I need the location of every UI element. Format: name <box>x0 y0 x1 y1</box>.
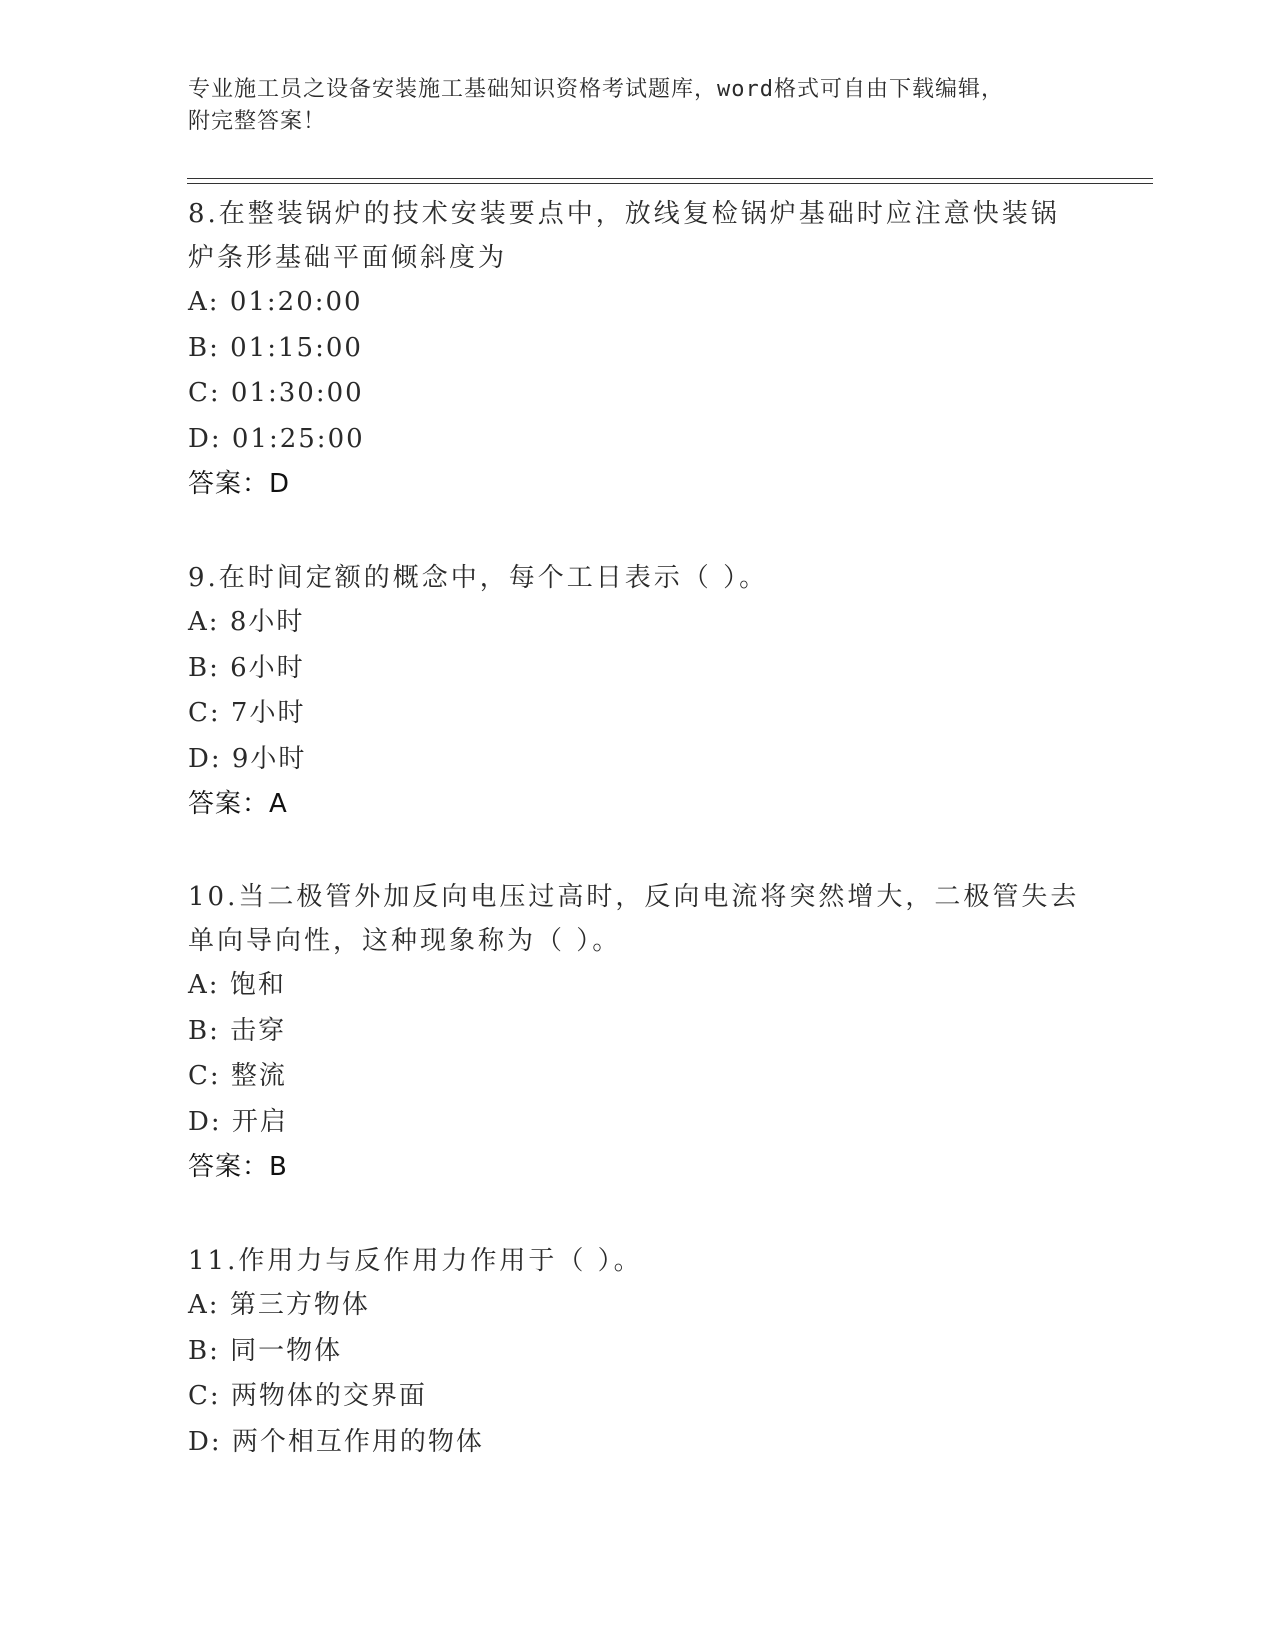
option-d <box>188 1100 1088 1146</box>
option-text: 7小时 <box>230 698 306 728</box>
option-d <box>188 417 1088 463</box>
document-header <box>188 74 1068 138</box>
question-11 <box>188 1236 1088 1465</box>
header-divider-bottom <box>187 183 1153 184</box>
option-text: 整流 <box>230 1061 287 1091</box>
option-c <box>188 691 1088 737</box>
option-text: 01:25:00 <box>231 423 365 454</box>
question-stem <box>188 189 1088 280</box>
option-a <box>188 600 1088 646</box>
option-letter: A: <box>188 287 220 317</box>
option-a <box>188 963 1088 1009</box>
option-letter: B: <box>188 332 220 363</box>
option-text: 9小时 <box>231 743 307 774</box>
option-letter: A: <box>188 1290 220 1320</box>
question-stem-line-1: 11.作用力与反作用力作用于（ ）。 <box>188 1246 643 1276</box>
option-letter: A: <box>188 607 220 637</box>
answer-label: 答案：D <box>188 469 291 499</box>
option-text: 8小时 <box>229 607 305 637</box>
option-letter: B: <box>188 652 220 683</box>
option-text: 第三方物体 <box>229 1290 370 1320</box>
option-text: 击穿 <box>230 1015 287 1046</box>
question-8 <box>188 189 1088 506</box>
option-d <box>188 737 1088 783</box>
option-letter: D: <box>188 423 222 454</box>
option-text: 两物体的交界面 <box>230 1381 427 1411</box>
question-stem <box>188 1236 1088 1283</box>
option-b <box>188 1009 1088 1055</box>
header-line-2: 附完整答案！ <box>188 109 327 134</box>
option-text: 同一物体 <box>230 1335 343 1366</box>
option-text: 开启 <box>231 1106 288 1137</box>
option-b <box>188 1329 1088 1375</box>
option-letter: C: <box>188 1061 221 1091</box>
option-d <box>188 1420 1088 1466</box>
option-c <box>188 1054 1088 1100</box>
question-stem <box>188 872 1088 963</box>
question-stem-line-2: 炉条形基础平面倾斜度为 <box>188 243 508 273</box>
question-9 <box>188 553 1088 826</box>
question-10 <box>188 872 1088 1189</box>
question-stem-line-1: 10.当二极管外加反向电压过高时，反向电流将突然增大，二极管失去 <box>188 882 1080 912</box>
option-text: 01:15:00 <box>230 332 363 363</box>
option-b <box>188 326 1088 372</box>
question-stem-line-1: 8.在整装锅炉的技术安装要点中，放线复检锅炉基础时应注意快装锅 <box>188 199 1060 229</box>
option-a <box>188 1283 1088 1329</box>
option-text: 两个相互作用的物体 <box>231 1426 484 1457</box>
option-letter: A: <box>188 970 220 1000</box>
option-letter: C: <box>188 378 221 408</box>
option-letter: D: <box>188 1106 222 1137</box>
option-letter: D: <box>188 1426 222 1457</box>
option-letter: B: <box>188 1015 220 1046</box>
answer-label: 答案：A <box>188 789 288 819</box>
option-letter: D: <box>188 743 222 774</box>
option-letter: B: <box>188 1335 220 1366</box>
header-divider-top <box>187 178 1153 179</box>
option-b <box>188 646 1088 692</box>
option-c <box>188 371 1088 417</box>
answer-label: 答案：B <box>188 1152 288 1182</box>
option-letter: C: <box>188 698 221 728</box>
option-text: 饱和 <box>229 970 286 1000</box>
question-stem <box>188 553 1088 600</box>
question-stem-line-1: 9.在时间定额的概念中，每个工日表示（ ）。 <box>188 563 769 593</box>
question-stem-line-2: 单向导向性，这种现象称为（ ）。 <box>188 926 622 956</box>
option-letter: C: <box>188 1381 221 1411</box>
option-text: 01:30:00 <box>230 378 364 408</box>
option-text: 01:20:00 <box>229 287 363 317</box>
option-a <box>188 280 1088 326</box>
option-text: 6小时 <box>230 652 305 683</box>
option-c <box>188 1374 1088 1420</box>
header-line-1: 专业施工员之设备安装施工基础知识资格考试题库，word格式可自由下载编辑， <box>188 77 1004 102</box>
